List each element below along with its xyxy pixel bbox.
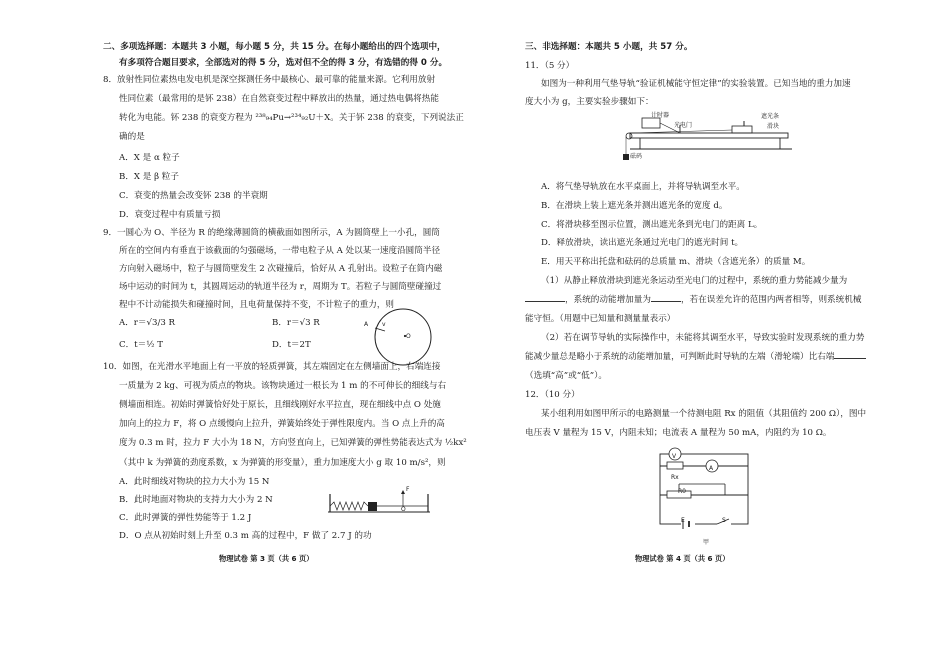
figure-caption: 甲 [703, 539, 710, 546]
page-footer: 物理试卷 第 4 页（共 6 页） [635, 554, 730, 563]
q9-option-d: D．t＝2T [272, 340, 311, 350]
q10-line: 10．如图，在光滑水平地面上有一平放的轻质弹簧，其左端固定在左侧墙面上，右端连接 [103, 362, 441, 372]
q10-line: （其中 k 为弹簧的劲度系数，x 为弹簧的形变量），重力加速度大小 g 取 10 m/s²，则 [119, 458, 446, 468]
q9-line: 程中不计动能损失和碰撞时间，且电荷量保持不变，不计粒子的重力，则 [119, 300, 395, 310]
q11-heading: 11．（5 分） [525, 61, 575, 71]
q11-part2-line: 能减少量总是略小于系统的动能增加量，可判断此时导轨的左端（滑轮端）比右端 [525, 352, 866, 363]
circuit-figure [655, 449, 755, 535]
q11-part1-line: ，系统的动能增加量为 ，若在误差允许的范围内两者相等，则系统机械 [525, 295, 861, 306]
q11-step: D．释放滑块，读出遮光条通过光电门的遮光时间 t。 [541, 238, 744, 248]
q10-line: 度为 0.3 m 时，拉力 F 大小为 18 N，方向竖直向上，已知弹簧的弹性势能表达式为 ½kx² [119, 438, 467, 448]
section-3-heading: 三、非选择题：本题共 5 小题，共 57 分。 [525, 42, 693, 52]
fig-label-s: S [722, 517, 726, 524]
q9-line: 场中运动的时间为 t，其圆周运动的轨道半径为 r，周期为 T。若粒子与圆筒壁碰撞过 [119, 282, 442, 292]
fig-label-ammeter: A [709, 465, 714, 472]
cylinder-figure [372, 306, 434, 368]
q8-line: 确的是 [119, 132, 145, 142]
fig-label-r0: R0 [678, 488, 686, 495]
fig-label-a: A [364, 321, 369, 328]
q11-line: 如图为一种利用气垫导轨“验证机械能守恒定律”的实验装置。已知当地的重力加速 [541, 79, 851, 89]
q8-line: 转化为电能。钚 238 的衰变方程为 ²³⁸₉₄Pu→²³⁴₉₂U＋X。关于钚 238 的衰变，下列说法正 [119, 113, 464, 123]
fig-label-v: v [382, 321, 386, 328]
q10-option: A．此时细线对物块的拉力大小为 15 N [119, 477, 270, 487]
page-footer: 物理试卷 第 3 页（共 6 页） [219, 554, 314, 563]
q11-part2-line: （选填“高”或“低”）。 [525, 371, 608, 381]
answer-blank[interactable] [525, 301, 565, 302]
q10-option: B．此时地面对物块的支持力大小为 2 N [119, 495, 273, 505]
fig-label-weight: 砝码 [630, 153, 643, 160]
fig-label-e: E [681, 517, 685, 524]
exam-page-4 [475, 0, 950, 672]
fig-label-voltmeter: V [672, 453, 677, 460]
q10-line: 加向上的拉力 F，将 O 点缓慢向上拉升，弹簧始终处于弹性限度内。当 O 点上升的高 [119, 419, 445, 429]
fig-label-gate: 光电门 [674, 122, 693, 129]
q9-option-a: A．r＝√3/3 R [119, 318, 176, 328]
q11-step: B．在滑块上装上遮光条并测出遮光条的宽度 d。 [541, 201, 728, 211]
q9-line: 所在的空间内有垂直于该截面的匀强磁场，一带电粒子从 A 处以某一速度沿圆筒半径 [119, 246, 441, 256]
q11-step: C．将滑块移至图示位置，测出遮光条到光电门的距离 L。 [541, 220, 763, 230]
q11-step: E．用天平称出托盘和砝码的总质量 m、滑块（含遮光条）的质量 M。 [541, 257, 811, 267]
spring-figure [328, 490, 430, 516]
q11-line: 度大小为 g，主要实验步骤如下： [525, 97, 654, 107]
q11-part2-line: （2）若在调节导轨的实际操作中，未能将其调至水平，导致实验时发现系统的重力势 [541, 333, 865, 343]
fig-label-strip: 遮光条 [761, 113, 780, 120]
fig-label-o: O [406, 333, 411, 340]
fig-label-f: F [406, 486, 410, 493]
q11-part1-line: 能守恒。（用题中已知量和测量量表示） [525, 314, 676, 324]
q8-option: C．衰变的热量会改变钚 238 的半衰期 [119, 191, 268, 201]
q12-line: 电压表 V 量程为 15 V，内阻未知；电流表 A 量程为 50 mA，内阻约为 10 Ω。 [525, 428, 832, 438]
answer-blank[interactable] [834, 358, 866, 359]
q9-line: 9．一圆心为 O、半径为 R 的绝缘薄圆筒的横截面如图所示，A 为圆筒壁上一小孔，圆筒 [103, 228, 440, 238]
section-2-heading-line2: 有多项符合题目要求，全部选对的得 5 分，选对但不全的得 3 分，有选错的得 0 分。 [119, 58, 448, 68]
q10-line: 侧墙面相连。初始时弹簧恰好处于原长，且细线刚好水平拉直，现在细线中点 O 处施 [119, 400, 441, 410]
fig-label-o: O [401, 506, 406, 513]
q10-option: D．O 点从初始时刻上升至 0.3 m 高的过程中，F 做了 2.7 J 的功 [119, 531, 372, 541]
q8-option: A．X 是 α 粒子 [119, 153, 180, 163]
q11-step: A．将气垫导轨放在水平桌面上，并将导轨调至水平。 [541, 182, 745, 192]
section-2-heading-line1: 二、多项选择题：本题共 3 小题，每小题 5 分，共 15 分。在每小题给出的四个选项中， [103, 42, 446, 52]
q8-option: B．X 是 β 粒子 [119, 172, 179, 182]
fig-label-timer: 计时器 [651, 112, 670, 119]
answer-blank[interactable] [651, 301, 681, 302]
fig-label-slider: 滑块 [767, 123, 780, 130]
q9-line: 方向射入磁场中，粒子与圆筒壁发生 2 次碰撞后，恰好从 A 孔射出。设粒子在筒内磁 [119, 264, 443, 274]
q12-heading: 12．（10 分） [525, 390, 580, 400]
q12-line: 某小组利用如图甲所示的电路测量一个待测电阻 Rx 的阻值（其阻值约 200 Ω），图中 [541, 409, 867, 419]
q9-option-c: C．t＝½ T [119, 340, 164, 350]
q11-part1-line: （1）从静止释放滑块到遮光条运动至光电门的过程中，系统的重力势能减少量为 [541, 276, 848, 286]
fig-label-rx: Rx [671, 474, 679, 481]
q8-option: D．衰变过程中有质量亏损 [119, 210, 221, 220]
q8-line: 性同位素（最常用的是钚 238）在自然衰变过程中释放出的热量，通过热电偶将热能 [119, 94, 439, 104]
q8-line: 8．放射性同位素热电发电机是深空探测任务中最核心、最可靠的能量来源。它利用放射 [103, 75, 436, 85]
q10-line: 一质量为 2 kg、可视为质点的物块。该物块通过一根长为 1 m 的不可伸长的细线与右 [119, 381, 447, 391]
q9-option-b: B．r＝√3 R [272, 318, 320, 328]
q10-option: C．此时弹簧的弹性势能等于 1.2 J [119, 513, 252, 523]
